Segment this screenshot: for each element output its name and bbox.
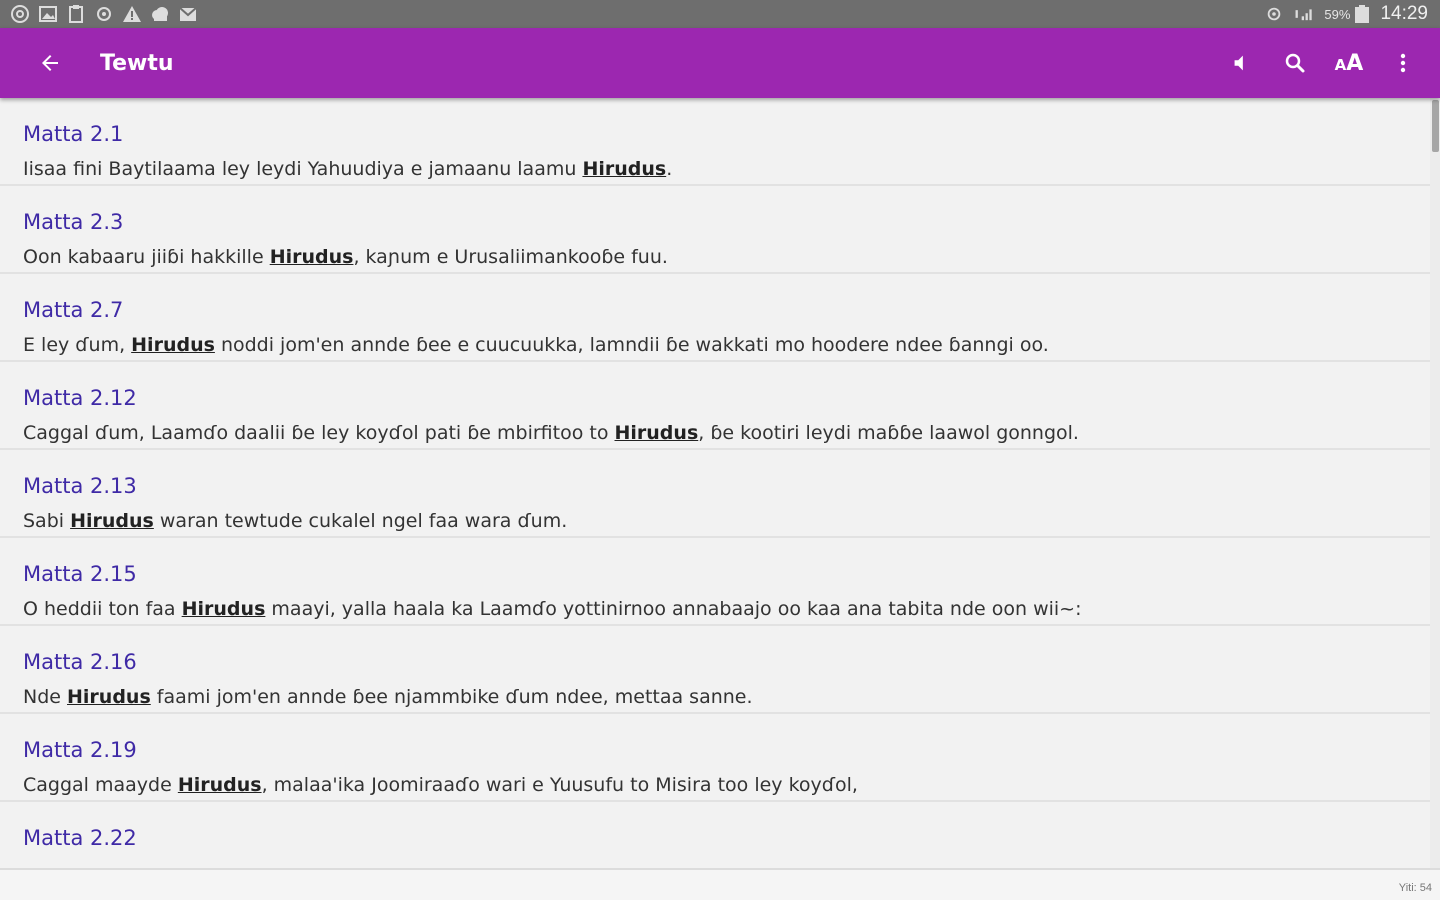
text-size-button[interactable]: [1322, 36, 1376, 90]
highlighted-term: Hirudus: [67, 686, 151, 708]
highlighted-term: Hirudus: [614, 422, 699, 444]
verse-reference[interactable]: Matta 2.15: [23, 562, 137, 586]
signal-icon: [1294, 4, 1314, 24]
list-item[interactable]: [0, 626, 1430, 714]
status-system-icons: [1264, 3, 1440, 25]
verse-reference[interactable]: Matta 2.12: [23, 386, 137, 410]
verse-reference[interactable]: Matta 2.13: [23, 474, 137, 498]
highlighted-term: Hirudus: [582, 158, 667, 180]
list-item[interactable]: [0, 802, 1430, 868]
results-footer: [0, 868, 1440, 900]
battery-percent: 59%: [1324, 6, 1351, 22]
highlighted-term: Hirudus: [177, 774, 262, 796]
audio-button[interactable]: [1214, 36, 1268, 90]
app-bar: [0, 28, 1440, 98]
more-vert-icon: [1391, 51, 1415, 75]
verse-text: Caggal ɗum, Laamɗo daalii ɓe ley koyɗol pati ɓe mbirfitoo to Hirudus, ɓe kootiri leydi maɓɓe laawol gonngol.: [23, 422, 1079, 444]
sync-icon: [1264, 4, 1284, 24]
highlighted-term: Hirudus: [131, 334, 215, 356]
verse-reference[interactable]: Matta 2.1: [23, 122, 124, 146]
verse-text: Caggal maayde Hirudus, malaa'ika Joomiraaɗo wari e Yuusufu to Misira too ley koyɗol,: [23, 774, 858, 796]
list-item[interactable]: [0, 98, 1430, 186]
verse-text: Sabi Hirudus waran tewtude cukalel ngel faa wara ɗum.: [23, 510, 568, 532]
search-results-list[interactable]: [0, 98, 1430, 868]
verse-reference[interactable]: Matta 2.3: [23, 210, 124, 234]
search-button[interactable]: [1268, 36, 1322, 90]
list-item[interactable]: [0, 362, 1430, 450]
verse-text: Oon kabaaru jiiɓi hakkille Hirudus, kaɲum e Urusaliimankooɓe fuu.: [23, 246, 668, 268]
location-icon: [94, 4, 114, 24]
verse-text: Nde Hirudus faami jom'en annde ɓee njammbike ɗum ndee, mettaa sanne.: [23, 686, 753, 708]
cloud-icon: [150, 4, 170, 24]
scrollbar-thumb[interactable]: [1432, 100, 1439, 152]
page-title: Tewtu: [100, 50, 174, 76]
clipboard-icon: [66, 4, 86, 24]
speaker-icon: [1230, 52, 1252, 74]
circle-r-icon: [10, 4, 30, 24]
image-icon: [38, 4, 58, 24]
verse-reference[interactable]: Matta 2.19: [23, 738, 137, 762]
battery-icon: [1354, 4, 1370, 24]
more-options-button[interactable]: [1376, 36, 1430, 90]
highlighted-term: Hirudus: [181, 598, 266, 620]
list-item[interactable]: [0, 186, 1430, 274]
result-count: Yiti: 54: [1398, 882, 1432, 894]
scrollbar-track[interactable]: [1430, 98, 1440, 868]
status-notification-icons: [0, 4, 198, 24]
mail-icon: [178, 4, 198, 24]
arrow-back-icon: [38, 51, 62, 75]
app-bar-actions: [1214, 36, 1430, 90]
highlighted-term: Hirudus: [269, 246, 354, 268]
battery-indicator: [1324, 4, 1370, 24]
warning-icon: [122, 4, 142, 24]
verse-reference[interactable]: Matta 2.22: [23, 826, 137, 850]
text-size-icon: AA: [1334, 50, 1364, 76]
list-item[interactable]: [0, 714, 1430, 802]
verse-text: Iisaa fini Baytilaama ley leydi Yahuudiya e jamaanu laamu Hirudus.: [23, 158, 673, 180]
highlighted-term: Hirudus: [70, 510, 154, 532]
search-icon: [1283, 51, 1307, 75]
verse-text: E ley ɗum, Hirudus noddi jom'en annde ɓee e cuucuukka, lamndii ɓe wakkati mo hoodere ndee ɓanngi oo.: [23, 334, 1049, 356]
verse-reference[interactable]: Matta 2.7: [23, 298, 124, 322]
verse-reference[interactable]: Matta 2.16: [23, 650, 137, 674]
clock: 14:29: [1380, 3, 1428, 24]
back-button[interactable]: [22, 35, 78, 91]
list-item[interactable]: [0, 450, 1430, 538]
list-item[interactable]: [0, 538, 1430, 626]
status-bar: [0, 0, 1440, 28]
list-item[interactable]: [0, 274, 1430, 362]
verse-text: O heddii ton faa Hirudus maayi, yalla haala ka Laamɗo yottinirnoo annabaajo oo kaa ana tabita nde oon wii~:: [23, 598, 1082, 620]
